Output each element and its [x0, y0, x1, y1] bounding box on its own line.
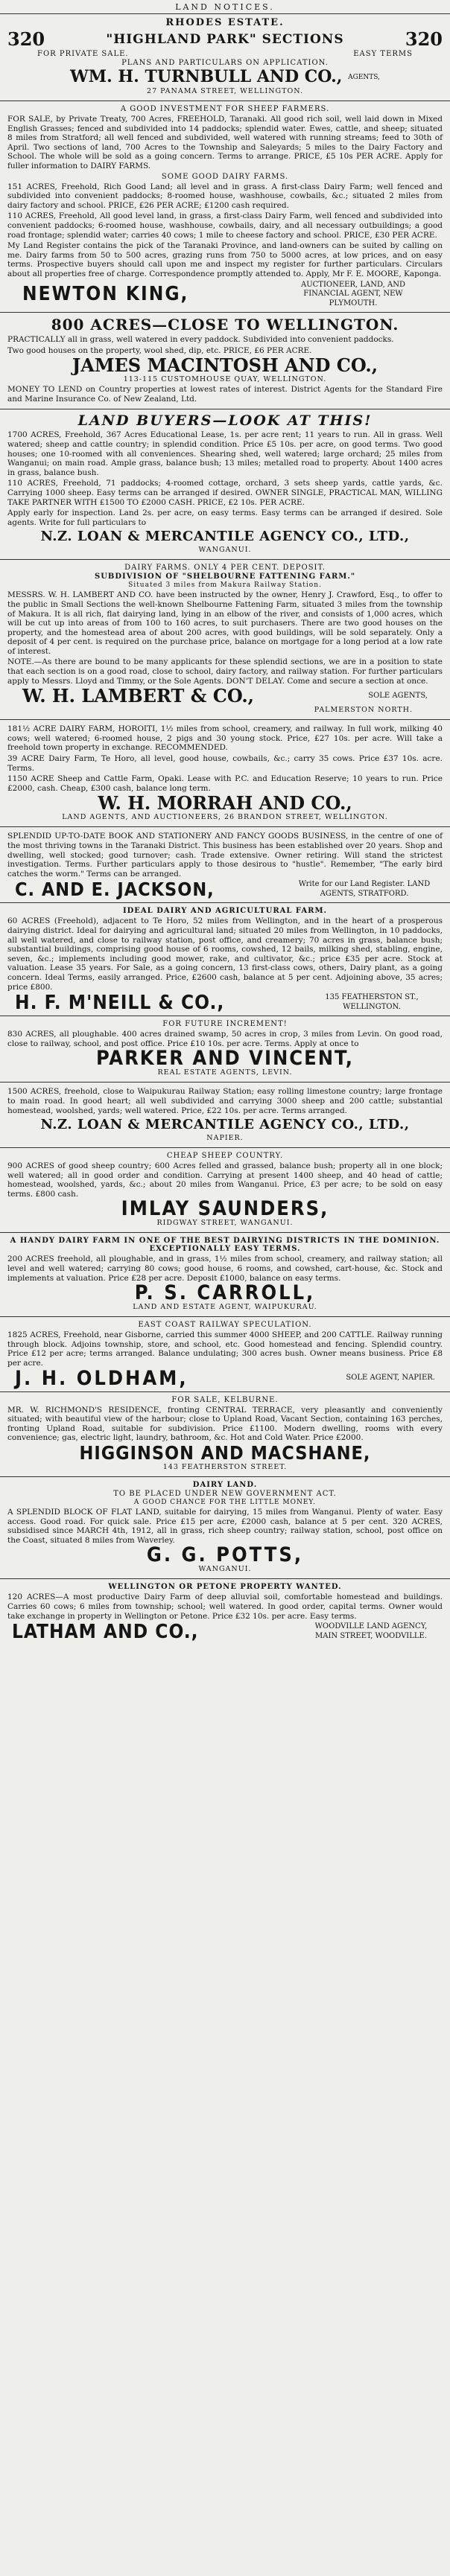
ad-paragraph: A SPLENDID BLOCK OF FLAT LAND, suitable for dairying, 15 miles from Wanganui. Plenty of water. Easy access. Good road. For quick sale. Price £15 per acre, £2000 cash, balance at 5 per cent. 320 ACRES, subsidised since MARCH 4th, 1912, all in grass, rich sheep country; railway station, school, post office on the Coast, situated 8 miles from Waverley.	[7, 1508, 443, 1545]
agent-name: H. F. M'NEILL & CO.,	[15, 991, 225, 1014]
ad-paragraph: 900 ACRES of good sheep country; 600 Acres felled and grassed, balance bush; property all in one block; well watered; all in good order and condition. Carrying at present 1400 sheep, and 40 head of cattle; homestead, woolshed, yards, &c.; about 20 miles from Wanganui. Price, £3 per acre; to be sold on easy terms. £800 cash.	[7, 1161, 443, 1199]
agent-tail: WOODVILLE LAND AGENCY, MAIN STREET, WOODVILLE.	[314, 1622, 428, 1640]
ad-higginson	[0, 1392, 450, 1477]
ad-subheading: SOME GOOD DAIRY FARMS.	[161, 172, 289, 181]
ad-paragraph: 151 ACRES, Freehold, Rich Good Land; all level and in grass. A first-class Dairy Farm; well fenced and subdivided into convenient paddocks; 8-roomed house, washhouse, cowbails, &c.; situated 2 miles from dairy factory and school. PRICE, £26 PER ACRE; £1200 cash required.	[7, 182, 443, 210]
ad-headline: 800 ACRES—CLOSE TO WELLINGTON.	[51, 316, 399, 334]
agent-name: N.Z. LOAN & MERCANTILE AGENCY CO., LTD.,	[40, 529, 410, 545]
ad-nz-loan-napier	[0, 1083, 450, 1148]
ad-paragraph: 60 ACRES (Freehold), adjacent to Te Horo, 52 miles from Wellington, and in the heart of a prosperous dairying district. Ideal for dairying and agricultural land; situated 20 miles from Wellington, in 10 paddocks, all well watered, and close to railway station, post office, and creamery; 70 acres in grass, balance bush; substantial buildings, comprising good house of 6 rooms, cowshed, 12 bails, milking shed, stabling, engine, seven, &c.; implements including good mower, rake, and cultivator, &c.; price £35 per acre. Stock at valuation. Lease 35 years. For Sale, as a going concern, 13 first-class cows, others, Dairy plant, as a going concern. Ideal Terms, easily arranged. Price, £2600 cash, balance at 5 per cent. Adjoining above, 35 acres; price £800.	[7, 916, 443, 992]
ad-morrah	[0, 720, 450, 827]
agent-address: LAND AND ESTATE AGENT, WAIPUKURAU.	[133, 1303, 317, 1312]
agent-address: NAPIER.	[206, 1134, 244, 1143]
ad-paragraph: 120 ACRES—A most productive Dairy Farm of deep alluvial soil, comfortable homestead and buildings. Carries 60 cows; 6 miles from township; school; well watered. In good order, capital terms. Owner would take exchange in property in Wellington or Petone. Price £32 10s. per acre. Easy terms.	[7, 1593, 443, 1621]
agent-desc: AUCTIONEER, LAND, AND FINANCIAL AGENT, NEW PLYMOUTH.	[301, 280, 405, 307]
ad-headline: IDEAL DAIRY AND AGRICULTURAL FARM.	[122, 907, 328, 916]
ad-subheading: TO BE PLACED UNDER NEW GOVERNMENT ACT.	[113, 1490, 337, 1498]
ad-paragraph: 39 ACRE Dairy Farm, Te Horo, all level, good house, cowbails, &c.; carry 35 cows. Price £37 10s. acre. Terms.	[7, 754, 443, 773]
ad-paragraph: 830 ACRES, all ploughable. 400 acres drained swamp, 50 acres in crop, 3 miles from Levin. On good road, close to railway, school, and post office. Price £10 10s. per acre. Terms. Apply at once to	[7, 1030, 443, 1048]
ad-paragraph: MR. W. RICHMOND'S RESIDENCE, fronting CENTRAL TERRACE, very pleasantly and conveniently situated; with beautiful view of the harbour; close to Upland Road, Vacant Section, containing 163 perches, fronting Upland Road, suitable for subdivision. Price £1100. Modern dwelling, rooms with every convenience; gas, electric light, laundry, bathroom, &c. Hot and Cold Water. Price £2000.	[7, 1405, 443, 1443]
ad-headline: EAST COAST RAILWAY SPECULATION.	[138, 1321, 312, 1330]
plans-note: PLANS AND PARTICULARS ON APPLICATION.	[121, 59, 329, 67]
ad-paragraph: 110 ACRES, Freehold, All good level land, in grass, a first-class Dairy Farm, well fenced and subdivided into convenient paddocks; 6-roomed house, washhouse, cowbails, dairy, and all necessary outbuildings; a good road frontage; splendid water; carries 40 cows; 1 mile to cheese factory and school. PRICE, £30 PER ACRE.	[7, 211, 443, 240]
ad-paragraph: NOTE.—As there are bound to be many applicants for these splendid sections, we are in a position to state that each section is on a good road, close to school, dairy factory, and railway station. For further particulars apply to Messrs. Lloyd and Timmy, or the Sole Agents. DON'T DELAY. Come and secure a section at once.	[7, 657, 443, 686]
ad-paragraph: Two good houses on the property, wool shed, dip, etc. PRICE, £6 PER ACRE.	[7, 345, 312, 355]
ad-headline: A HANDY DAIRY FARM IN ONE OF THE BEST DAIRYING DISTRICTS IN THE DOMINION. EXCEPTIONALLY EASY TERMS.	[10, 1237, 440, 1254]
agent-name: C. AND E. JACKSON,	[15, 878, 215, 900]
agent-name: PARKER AND VINCENT,	[95, 1047, 355, 1071]
ad-paragraph: 1825 ACRES, Freehold, near Gisborne, carried this summer 4000 SHEEP, and 200 CATTLE. Railway running through block. Adjoins township, store, and school, etc. Good homestead and fencing. Splendid country. Price £12 per acre; terms arranged. Balance undulating; 300 acres bush. Owner means business. Price £8 per acre.	[7, 1330, 443, 1368]
ad-paragraph: MESSRS. W. H. LAMBERT AND CO. have been instructed by the owner, Henry J. Crawford, Esq., to offer to the public in Small Sections the well-known Shelbourne Fattening Farm, situated 3 miles from the township of Makura. It is all rich, flat dairying land, lying in an elbow of the river, and consists of 1,000 acres, which will be cut up into areas of from 100 to 160 acres, to suit purchasers. There are two good houses on the property, and the homestead area of about 200 acres, with good buildings, will be sold separately. Only a deposit of 4 per cent. is required on the purchase price, balance on mortgage for a long period at a low rate of interest.	[7, 590, 443, 656]
ad-rhodes-estate	[0, 14, 450, 101]
ad-headline: CHEAP SHEEP COUNTRY.	[166, 1152, 284, 1161]
ad-paragraph: 110 ACRES, Freehold, 71 paddocks; 4-roomed cottage, orchard, 3 sets sheep yards, cattle yards, &c. Carrying 1000 sheep. Easy terms can be arranged if desired. OWNER SINGLE, PRACTICAL MAN, WILLING TAKE PARTNER WITH £1500 TO £2000 CASH. PRICE, £2 10s. PER ACRE.	[7, 479, 443, 507]
ad-headline: FOR SALE, KELBURNE.	[171, 1395, 279, 1404]
ad-headline: WELLINGTON OR PETONE PROPERTY WANTED.	[108, 1583, 342, 1592]
agent-name: JAMES MACINTOSH AND CO.,	[72, 354, 378, 377]
ad-nz-loan-wanganui	[0, 409, 450, 560]
page-heading: LAND NOTICES.	[0, 0, 450, 14]
ad-newton-king	[0, 101, 450, 313]
agent-tail: 135 FEATHERSTON ST., WELLINGTON.	[325, 993, 419, 1011]
ad-carroll	[0, 1233, 450, 1317]
agent-name: N.Z. LOAN & MERCANTILE AGENCY CO., LTD.,	[40, 1117, 410, 1133]
ad-paragraph: FOR SALE, by Private Treaty, 700 Acres, FREEHOLD, Taranaki. All good rich soil, well laid down in Mixed English Grasses; fenced and subdivided into 14 paddocks; splendid water. Ewes, cattle, and sheep; situated 8 miles from Stratford; all well fenced and subdivided, well watered with running streams; feed to 30th of April. Two sections of land, 700 Acres to the Township and Saleyards; 5 miles to the Dairy Factory and School. The whole will be sold as a going concern. Terms to arrange. PRICE, £5 10s PER ACRE. Apply for fuller information to DAIRY FARMS.	[7, 115, 443, 170]
acre-number-right: 320	[405, 28, 443, 50]
ad-imlay-saunders	[0, 1148, 450, 1233]
agent-name: G. G. POTTS,	[146, 1543, 304, 1567]
ad-oldham	[0, 1317, 450, 1391]
agent-address: 143 FEATHERSTON STREET.	[162, 1463, 288, 1471]
agent-address: WANGANUI.	[198, 1565, 252, 1574]
ad-paragraph: 200 ACRES freehold, all ploughable, and in grass, 1½ miles from school, creamery, and railway station; all level and well watered; carrying 80 cows; good house, 6 rooms, and cowshed, cart-house, &c. Stock and implements at valuation. Price £28 per acre. Deposit £1000, balance on easy terms.	[7, 1254, 443, 1283]
agent-tail: SOLE AGENT, NAPIER.	[346, 1374, 435, 1383]
ad-paragraph: 1700 ACRES, Freehold, 367 Acres Educational Lease, 1s. per acre rent; 11 years to run. All in grass. Well watered; sheep and cattle country; in splendid condition. Price £5 10s. per acre, on good terms. Two good houses; one 10-roomed with all conveniences. Shearing shed, well watered; large orchard; 25 miles from Wanganui; on main road. Ample grass, balance bush; 13 miles; metalled road to property. About 1400 acres in grass, balance bush.	[7, 430, 443, 477]
ad-headline: FOR FUTURE INCREMENT!	[162, 1020, 288, 1029]
agent-tail: Write for our Land Register. LAND AGENTS, STRATFORD.	[298, 880, 431, 898]
agent-address: LAND AGENTS, AND AUCTIONEERS, 26 BRANDON STREET, WELLINGTON.	[62, 813, 388, 822]
agent-address: PALMERSTON NORTH.	[314, 706, 413, 715]
agent-address: WANGANUI.	[198, 546, 252, 555]
ad-latham	[0, 1579, 450, 1645]
acre-number-left: 320	[7, 28, 45, 50]
agent-address: REAL ESTATE AGENTS, LEVIN.	[157, 1068, 293, 1077]
ad-subheading: A GOOD CHANCE FOR THE LITTLE MONEY.	[133, 1499, 317, 1506]
agent-name: LATHAM AND CO.,	[12, 1620, 199, 1643]
agent-name: WM. H. TURNBULL AND CO.,	[70, 67, 343, 86]
agent-name: W. H. MORRAH AND CO.,	[98, 792, 352, 814]
ad-potts	[0, 1477, 450, 1579]
ad-jackson	[0, 827, 450, 903]
ad-paragraph: SPLENDID UP-TO-DATE BOOK AND STATIONERY AND FANCY GOODS BUSINESS, in the centre of one of the most thriving towns in the Taranaki District. This business has been established over 20 years. Shop and dwelling, well stocked; good turnover; cash. Trade extensive. Owner retiring. Will stand the strictest investigation. Terms. Further particulars apply to those desirous to "hustle". Remember, "The early bird catches the worm." Terms can be arranged.	[7, 832, 443, 879]
ad-headline: LAND BUYERS—LOOK AT THIS!	[77, 412, 373, 430]
ad-title: RHODES ESTATE.	[165, 17, 285, 28]
ad-paragraph: Apply early for inspection. Land 2s. per acre, on easy terms. Easy terms can be arranged if desired. Sole agents. Write for full particulars to	[7, 508, 443, 527]
easy-terms: EASY TERMS	[353, 50, 413, 58]
agent-tail: AGENTS,	[348, 74, 380, 81]
ad-subheading: Situated 3 miles from Makura Railway Station.	[128, 581, 322, 590]
ad-mcneill	[0, 903, 450, 1016]
private-sale: FOR PRIVATE SALE.	[37, 50, 129, 58]
money-to-lend: MONEY TO LEND on Country properties at lowest rates of interest. District Agents for the Standard Fire and Marine Insurance Co. of New Zealand, Ltd.	[7, 385, 443, 404]
agent-name: P. S. CARROLL,	[134, 1281, 316, 1305]
agent-name: J. H. OLDHAM,	[15, 1366, 188, 1390]
ad-paragraph: My Land Register contains the pick of the Taranaki Province, and land-owners can be suited by calling on me. Dairy farms from 50 to 500 acres, grazing runs from 750 to 5000 acres, at low prices, and on easy terms. Prospective buyers should call upon me and inspect my register for further particulars. Circulars about all properties free of charge. Correspondence promptly attended to. Apply, Mr F. E. MOORE, Kaponga.	[7, 241, 443, 278]
agent-tail: SOLE AGENTS,	[368, 692, 428, 700]
agent-name: IMLAY SAUNDERS,	[121, 1197, 329, 1221]
ad-headline: DAIRY FARMS. ONLY 4 PER CENT. DEPOSIT.	[124, 564, 326, 573]
ad-headline: DAIRY LAND.	[192, 1481, 258, 1489]
agent-address: 27 PANAMA STREET, WELLINGTON.	[147, 87, 303, 95]
ad-name: "HIGHLAND PARK" SECTIONS	[106, 31, 344, 47]
agent-name: HIGGINSON AND MACSHANE,	[79, 1442, 371, 1464]
ad-paragraph: PRACTICALLY all in grass, well watered in every paddock. Subdivided into convenient paddocks.	[7, 335, 394, 344]
ad-subheading: SUBDIVISION OF "SHELBOURNE FATTENING FARM."	[94, 573, 356, 581]
ad-paragraph: 1150 ACRE Sheep and Cattle Farm, Opaki. Lease with P.C. and Education Reserve; 10 years to run. Price £2000, cash. Cheap, £300 cash, balance long term.	[7, 774, 443, 793]
ad-macintosh	[0, 313, 450, 409]
ad-paragraph: 1500 ACRES, freehold, close to Waipukurau Railway Station; easy rolling limestone country; large frontage to main road. In good heart; all well subdivided and carrying 3000 sheep and 200 cattle; substantial homestead, woolshed, yards; well watered. Price, £22 10s. per acre. Terms arranged.	[7, 1087, 443, 1115]
agent-address: 113-115 CUSTOMHOUSE QUAY, WELLINGTON.	[123, 375, 327, 384]
agent-name: NEWTON KING,	[22, 283, 189, 306]
agent-address: RIDGWAY STREET, WANGANUI.	[156, 1219, 294, 1228]
ad-parker-vincent	[0, 1016, 450, 1083]
ad-headline: A GOOD INVESTMENT FOR SHEEP FARMERS.	[120, 105, 330, 113]
agent-name: W. H. LAMBERT & CO.,	[22, 685, 255, 707]
ad-paragraph: 181½ ACRE DAIRY FARM, HOROITI, 1½ miles from school, creamery, and railway. In full work, milking 40 cows; well watered; 6-roomed house, 2 pigs and 30 young stock. Price, £27 10s. per acre. Will take a freehold town property in exchange. RECOMMENDED.	[7, 724, 443, 753]
ad-lambert	[0, 560, 450, 720]
